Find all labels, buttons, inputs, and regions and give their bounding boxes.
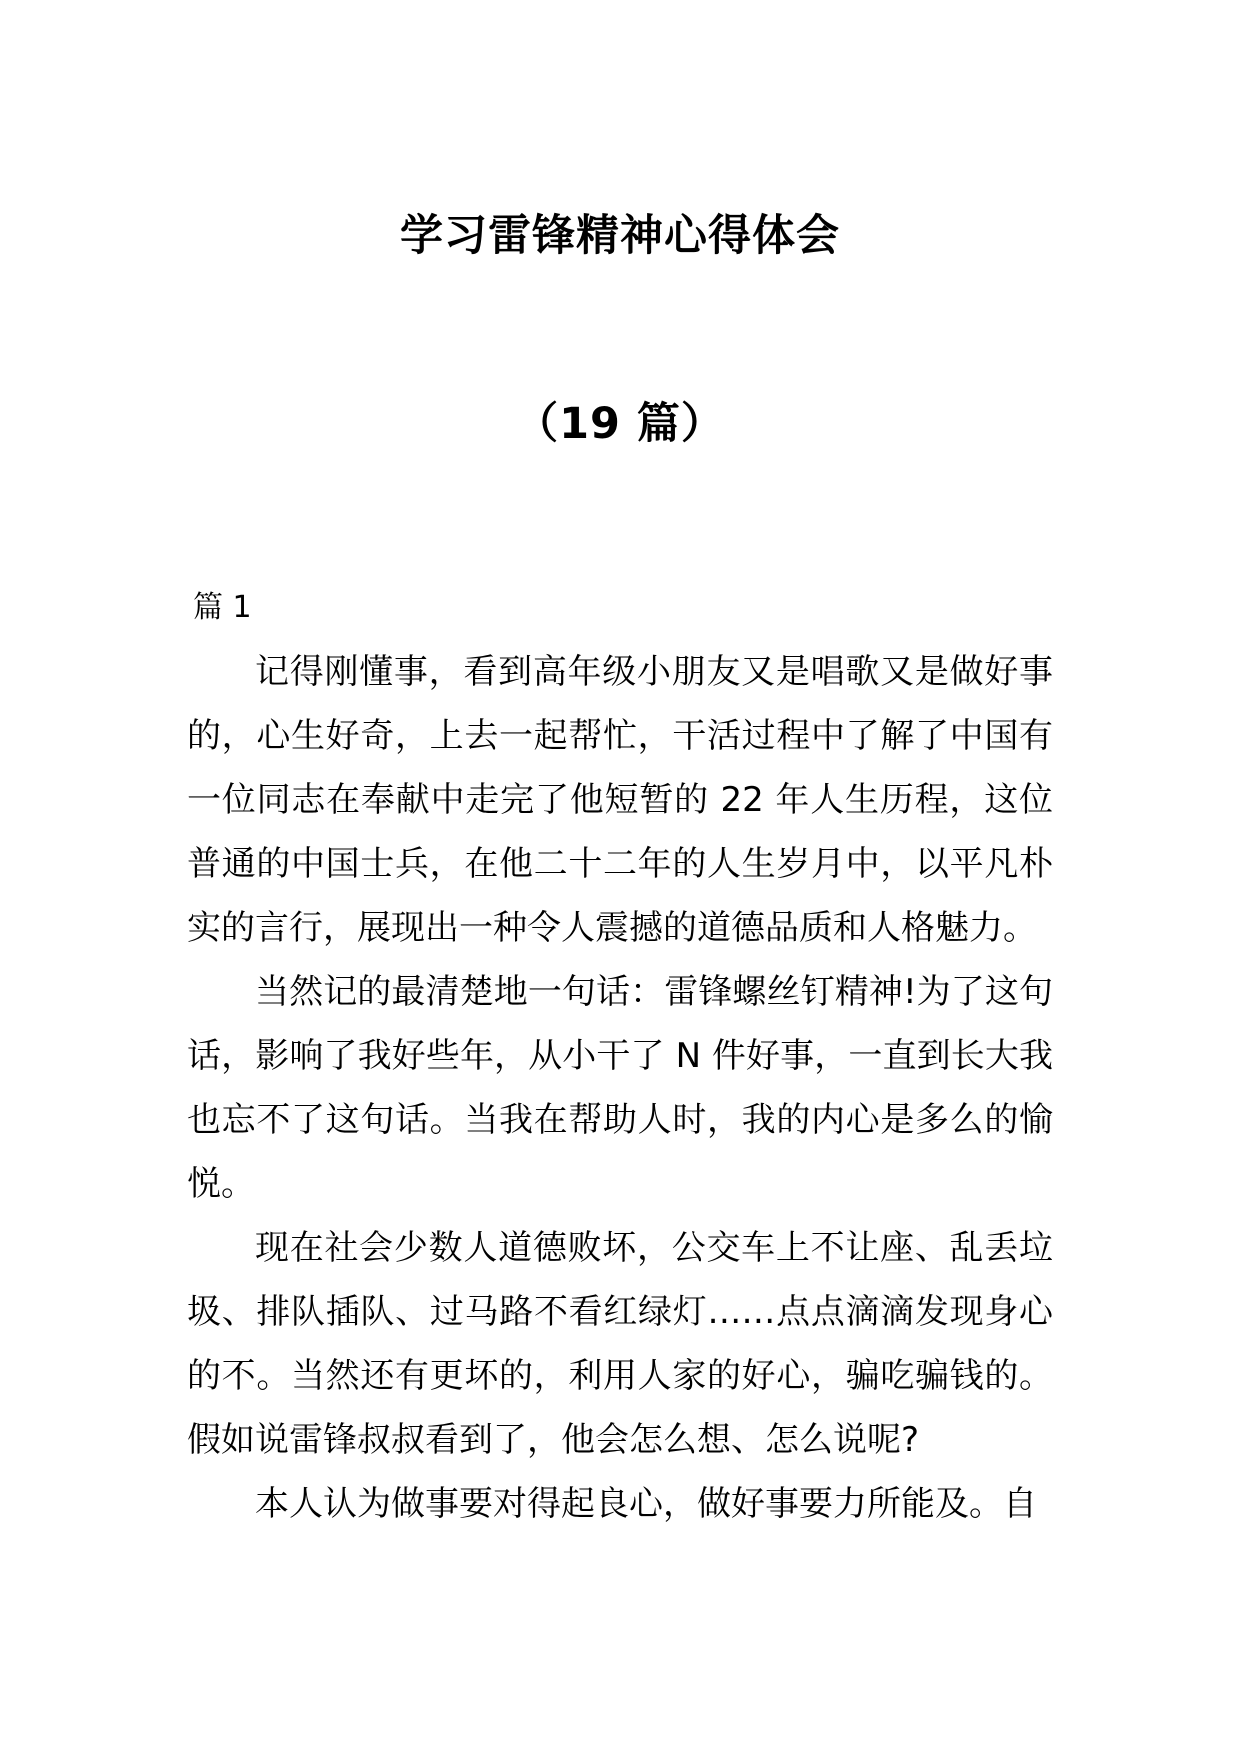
paragraph: 本人认为做事要对得起良心，做好事要力所能及。自: [255, 1484, 1037, 1524]
body-text: [187, 640, 1053, 1536]
document-subtitle: （19 篇）: [515, 399, 725, 449]
section-label: 篇 1: [193, 590, 252, 625]
document-title: 学习雷锋精神心得体会: [400, 211, 840, 261]
paragraph: 现在社会少数人道德败坏，公交车上不让座、乱丢垃圾、排队插队、过马路不看红绿灯……点点滴滴发现身心的不。当然还有更坏的，利用人家的好心，骗吃骗钱的。假如说雷锋叔叔看到了，他会怎么想、怎么说呢?: [187, 1228, 1053, 1460]
paragraph: 当然记的最清楚地一句话：雷锋螺丝钉精神!为了这句话，影响了我好些年，从小干了 N 件好事，一直到长大我也忘不了这句话。当我在帮助人时，我的内心是多么的愉悦。: [187, 972, 1053, 1204]
paragraph: 记得刚懂事，看到高年级小朋友又是唱歌又是做好事的，心生好奇，上去一起帮忙，干活过程中了解了中国有一位同志在奉献中走完了他短暂的 22 年人生历程，这位普通的中国士兵，在他二十二年的人生岁月中，以平凡朴实的言行，展现出一种令人震撼的道德品质和人格魅力。: [187, 652, 1053, 948]
